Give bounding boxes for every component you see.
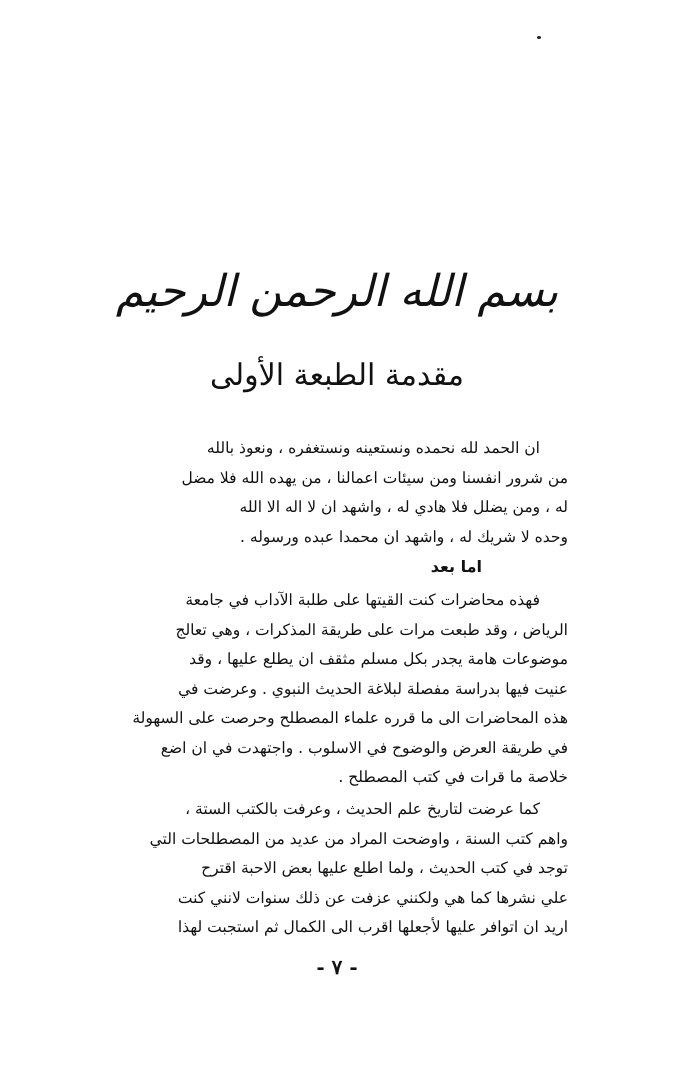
basmala-calligraphy: بسم الله الرحمن الرحيم [115, 266, 559, 317]
text-line: هذه المحاضرات الى ما قرره علماء المصطلح وحرصت على السهولة [132, 709, 568, 727]
text-line: وحده لا شريك له ، واشهد ان محمدا عبده ورسوله . [240, 527, 568, 546]
text-line: موضوعات هامة يجدر بكل مسلم مثقف ان يطلع عليها ، وقد [189, 650, 568, 668]
text-line: عنيت فيها بدراسة مفصلة لبلاغة الحديث النبوي . وعرضت في [178, 679, 568, 698]
text-line: فهذه محاضرات كنت القيتها على طلبة الآداب في جامعة [185, 591, 540, 609]
text-line: توجد في كتب الحديث ، ولما اطلع عليها بعض الاحبة اقترح [201, 859, 568, 877]
text-line: خلاصة ما قرات في كتب المصطلح . [338, 768, 568, 786]
paragraph-lectures [106, 586, 568, 793]
paragraph-opening [106, 434, 568, 552]
section-heading: مقدمة الطبعة الأولى [210, 358, 464, 393]
text-line: في طريقة العرض والوضوح في الاسلوب . واجتهدت في ان اضع [160, 738, 568, 757]
text-line: اريد ان اتوافر عليها لأجعلها اقرب الى الكمال ثم استجبت لهذا [177, 918, 568, 936]
text-line: له ، ومن يضلل فلا هادي له ، واشهد ان لا اله الا الله [239, 498, 568, 516]
text-line: كما عرضت لتاريخ علم الحديث ، وعرفت بالكتب الستة ، [185, 800, 540, 818]
subheading-amma-baad: اما بعد [430, 557, 482, 576]
paragraph-history [106, 795, 568, 943]
text-line: ان الحمد لله نحمده ونستعينه ونستغفره ، ونعوذ بالله [206, 439, 540, 457]
text-line: واهم كتب السنة ، واوضحت المراد من عديد من المصطلحات التي [149, 829, 568, 848]
text-line: من شرور انفسنا ومن سيئات اعمالنا ، من يهده الله فلا مضل [181, 468, 568, 487]
page-number: - ٧ - [316, 955, 358, 979]
text-line: علي نشرها كما هي ولكنني عزفت عن ذلك سنوات لانني كنت [177, 888, 568, 907]
ink-speck [537, 36, 541, 39]
text-line: الرياض ، وقد طبعت مرات على طريقة المذكرات ، وهي تعالج [175, 620, 568, 639]
